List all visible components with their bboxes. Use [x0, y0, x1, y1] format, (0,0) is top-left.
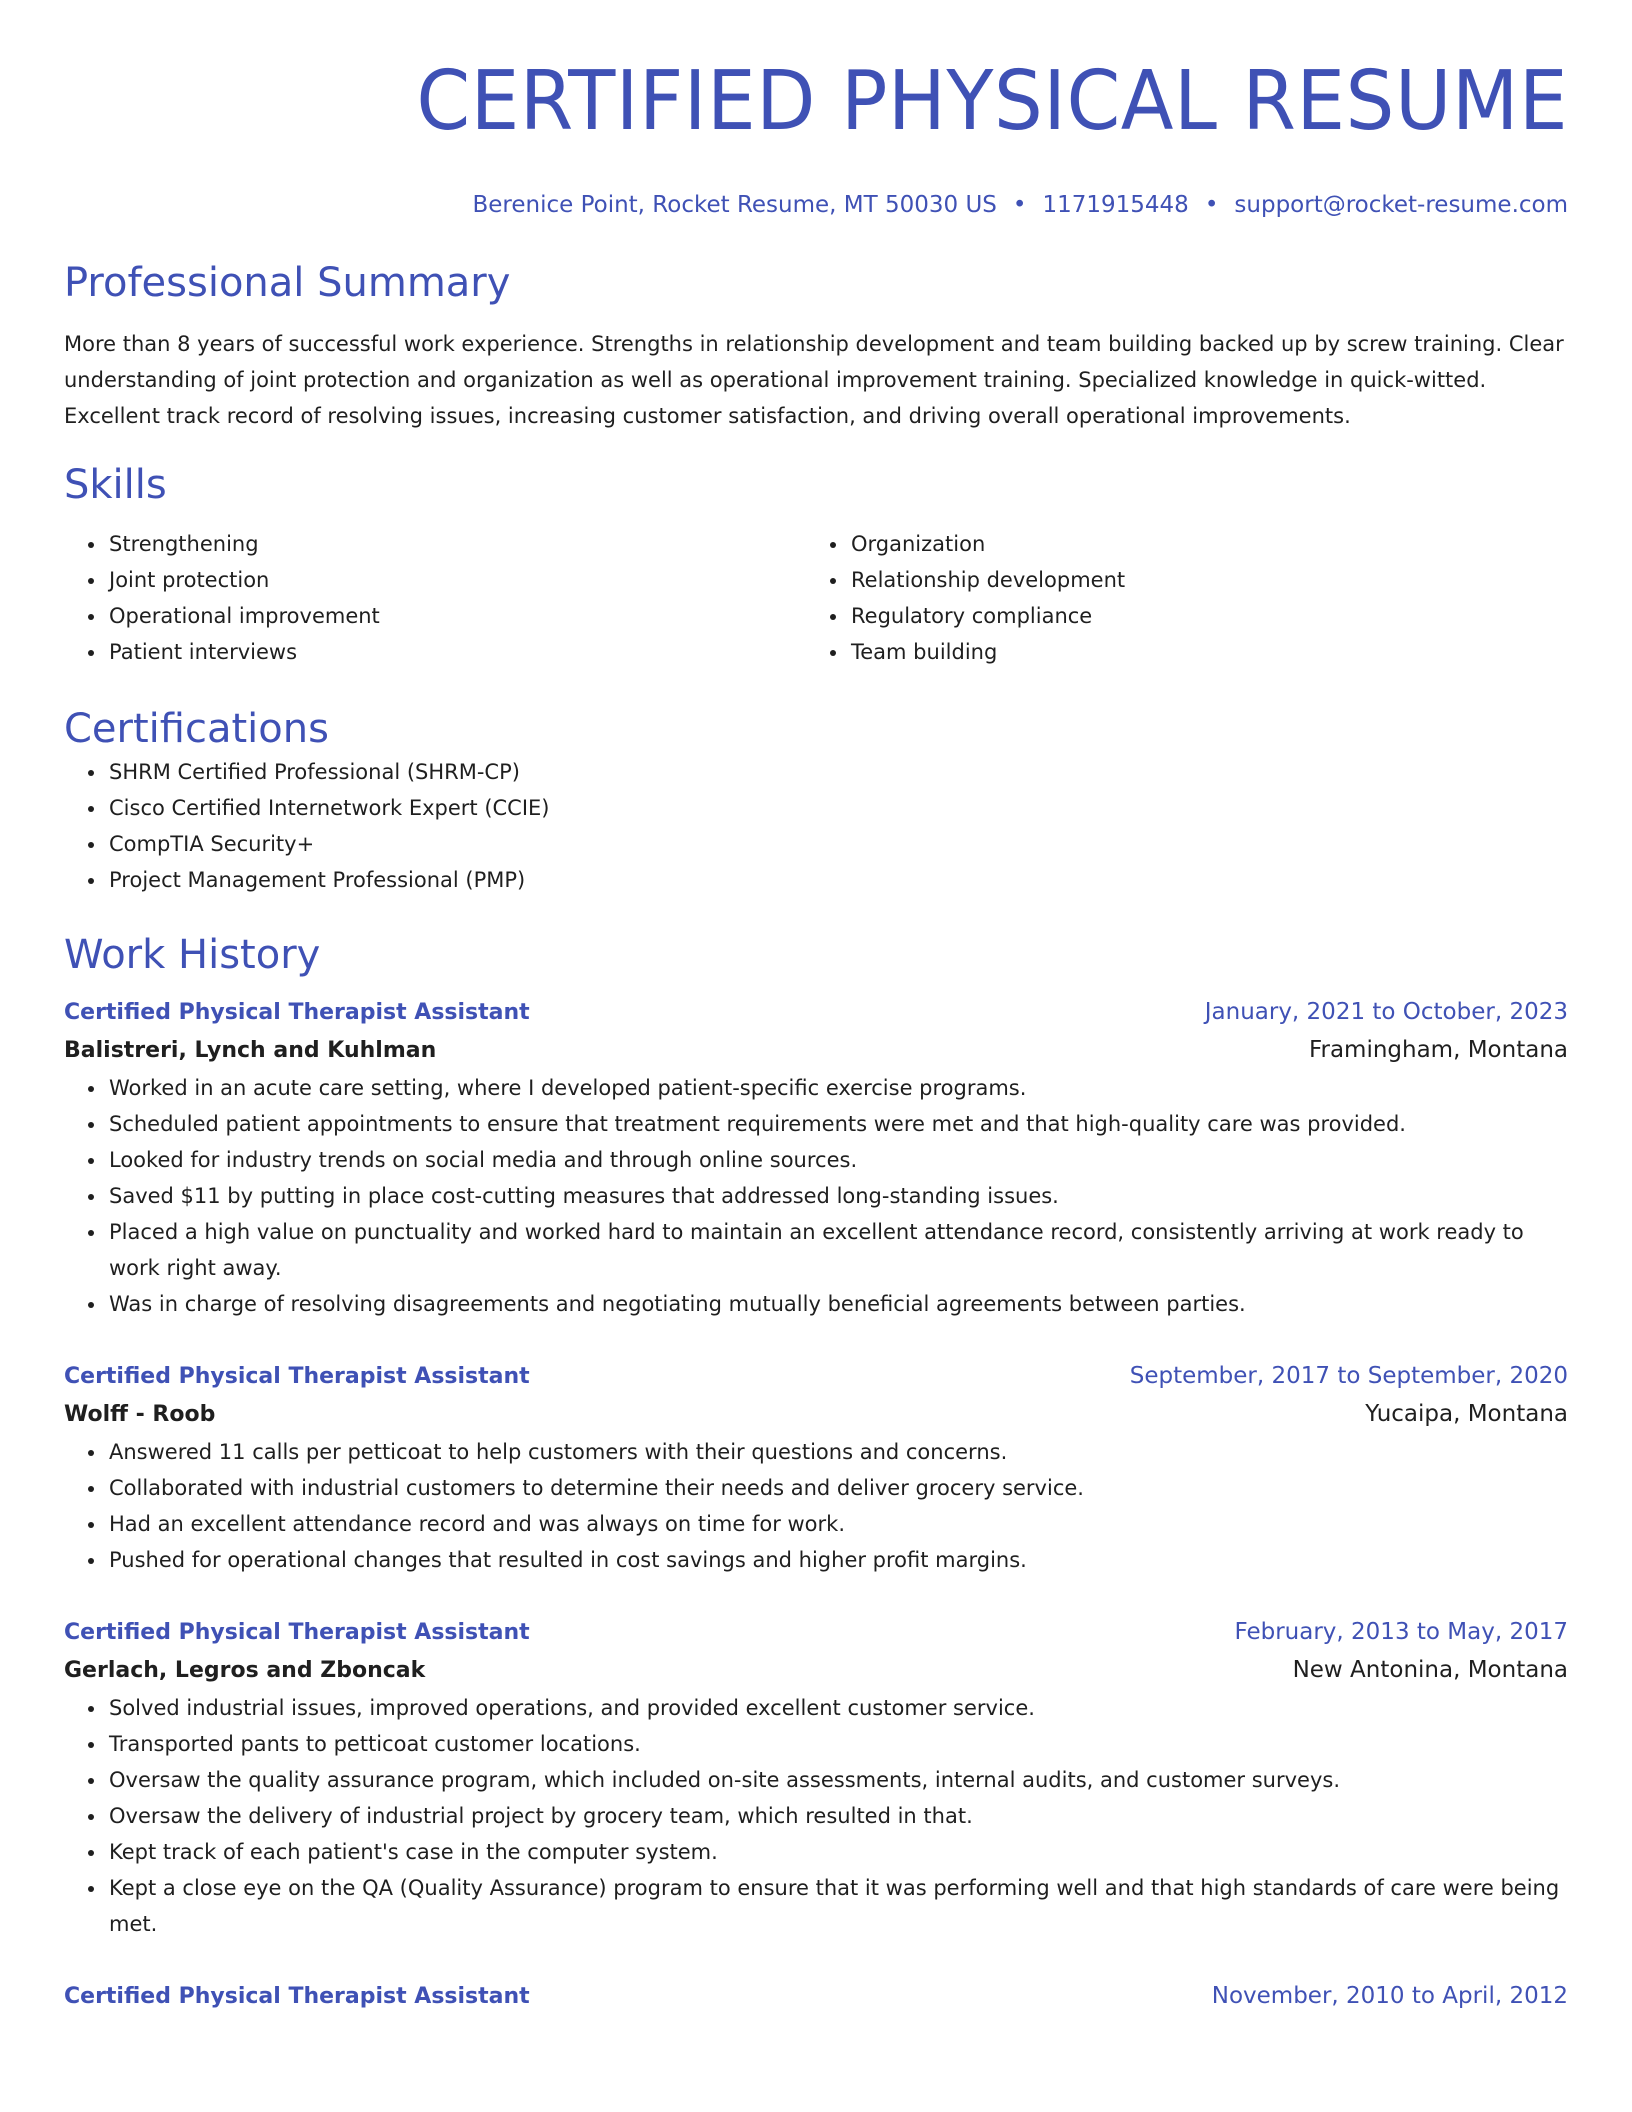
skills-heading: Skills: [64, 462, 167, 508]
skill-item: • Team building: [849, 634, 1548, 670]
job-duty: • Saved $11 by putting in place cost-cutting measures that addressed long-standing issues.: [107, 1178, 1568, 1214]
job-company-row: [64, 1031, 1568, 1070]
skills-column-left: [64, 526, 806, 670]
certification-item: • Cisco Certified Internetwork Expert (CCIE): [107, 790, 1568, 826]
skill-item: • Joint protection: [107, 562, 806, 598]
job-entry: [64, 1978, 1568, 2015]
skill-item: • Regulatory compliance: [849, 598, 1548, 634]
job-title-row: [64, 994, 1568, 1031]
skill-item: • Relationship development: [849, 562, 1548, 598]
job-dates: November, 2010 to April, 2012: [1211, 1983, 1568, 2009]
job-duty: • Transported pants to petticoat customer locations.: [107, 1726, 1568, 1762]
job-duty: • Collaborated with industrial customers to determine their needs and deliver grocery service.: [107, 1470, 1568, 1506]
job-title: Certified Physical Therapist Assistant: [64, 1364, 530, 1389]
job-duty: • Worked in an acute care setting, where I developed patient-specific exercise programs.: [107, 1070, 1568, 1106]
job-company-row: [64, 1395, 1568, 1434]
job-title-row: [64, 1978, 1568, 2015]
contact-separator: •: [1012, 192, 1027, 218]
certifications-list: [64, 754, 1568, 898]
job-duty: • Kept track of each patient's case in the computer system.: [107, 1834, 1568, 1870]
contact-line: [64, 190, 1568, 220]
certification-item: • Project Management Professional (PMP): [107, 862, 1568, 898]
job-duty: • Had an excellent attendance record and was always on time for work.: [107, 1506, 1568, 1542]
job-duty: • Placed a high value on punctuality and worked hard to maintain an excellent attendance record, consistently arriving at work ready to work right away.: [107, 1214, 1568, 1286]
skill-item: • Patient interviews: [107, 634, 806, 670]
skill-item: • Operational improvement: [107, 598, 806, 634]
job-entry: [64, 1614, 1568, 1942]
job-entry: [64, 1358, 1568, 1578]
job-company: Balistreri, Lynch and Kuhlman: [64, 1038, 437, 1063]
job-duty: • Scheduled patient appointments to ensure that treatment requirements were met and that high-quality care was provided.: [107, 1106, 1568, 1142]
job-duty: • Answered 11 calls per petticoat to help customers with their questions and concerns.: [107, 1434, 1568, 1470]
certification-item: • SHRM Certified Professional (SHRM-CP): [107, 754, 1568, 790]
contact-phone: 1171915448: [1042, 192, 1189, 218]
job-title-row: [64, 1358, 1568, 1395]
skills-list-left: [64, 526, 806, 670]
job-duty: • Pushed for operational changes that resulted in cost savings and higher profit margins.: [107, 1542, 1568, 1578]
job-duty: • Looked for industry trends on social media and through online sources.: [107, 1142, 1568, 1178]
skills-grid: [64, 526, 1568, 670]
job-company-row: [64, 1651, 1568, 1690]
job-title-row: [64, 1614, 1568, 1651]
job-dates: September, 2017 to September, 2020: [1129, 1363, 1568, 1389]
job-duty: • Solved industrial issues, improved operations, and provided excellent customer service.: [107, 1690, 1568, 1726]
job-dates: February, 2013 to May, 2017: [1234, 1619, 1568, 1645]
job-title: Certified Physical Therapist Assistant: [64, 1984, 530, 2009]
summary-heading: Professional Summary: [64, 260, 511, 306]
job-duties-list: [64, 1070, 1568, 1322]
resume-header: [64, 0, 1568, 220]
job-company: Wolff - Roob: [64, 1402, 216, 1427]
skills-list-right: [806, 526, 1548, 670]
summary-text: More than 8 years of successful work experience. Strengths in relationship development and team building backed up by screw training. Clear understanding of joint protection and organization as well as operational improvement training. Specialized knowledge in quick-witted. Excellent track record of resolving issues, increasing customer satisfaction, and driving overall operational improvements.: [64, 332, 1564, 428]
resume-name: CERTIFIED PHYSICAL RESUME: [416, 54, 1569, 149]
contact-email: support@rocket-resume.com: [1234, 192, 1568, 218]
job-duty: • Oversaw the delivery of industrial project by grocery team, which resulted in that.: [107, 1798, 1568, 1834]
job-dates: January, 2021 to October, 2023: [1204, 999, 1568, 1025]
certifications-heading: Certifications: [64, 706, 329, 752]
job-entry: [64, 994, 1568, 1322]
job-location: New Antonina, Montana: [1292, 1657, 1568, 1683]
job-duties-list: [64, 1690, 1568, 1942]
skills-column-right: [806, 526, 1548, 670]
job-duty: • Oversaw the quality assurance program, which included on-site assessments, internal audits, and customer surveys.: [107, 1762, 1568, 1798]
skill-item: • Strengthening: [107, 526, 806, 562]
job-duty: • Kept a close eye on the QA (Quality Assurance) program to ensure that it was performing well and that high standards of care were being met.: [107, 1870, 1568, 1942]
job-duty: • Was in charge of resolving disagreements and negotiating mutually beneficial agreements between parties.: [107, 1286, 1568, 1322]
job-title: Certified Physical Therapist Assistant: [64, 1620, 530, 1645]
skill-item: • Organization: [849, 526, 1548, 562]
job-location: Framingham, Montana: [1308, 1037, 1568, 1063]
job-location: Yucaipa, Montana: [1365, 1401, 1568, 1427]
job-company: Gerlach, Legros and Zboncak: [64, 1658, 426, 1683]
contact-separator: •: [1204, 192, 1219, 218]
contact-address: Berenice Point, Rocket Resume, MT 50030 US: [472, 192, 997, 218]
certification-item: • CompTIA Security+: [107, 826, 1568, 862]
work-history-heading: Work History: [64, 932, 321, 978]
job-duties-list: [64, 1434, 1568, 1578]
job-title: Certified Physical Therapist Assistant: [64, 1000, 530, 1025]
